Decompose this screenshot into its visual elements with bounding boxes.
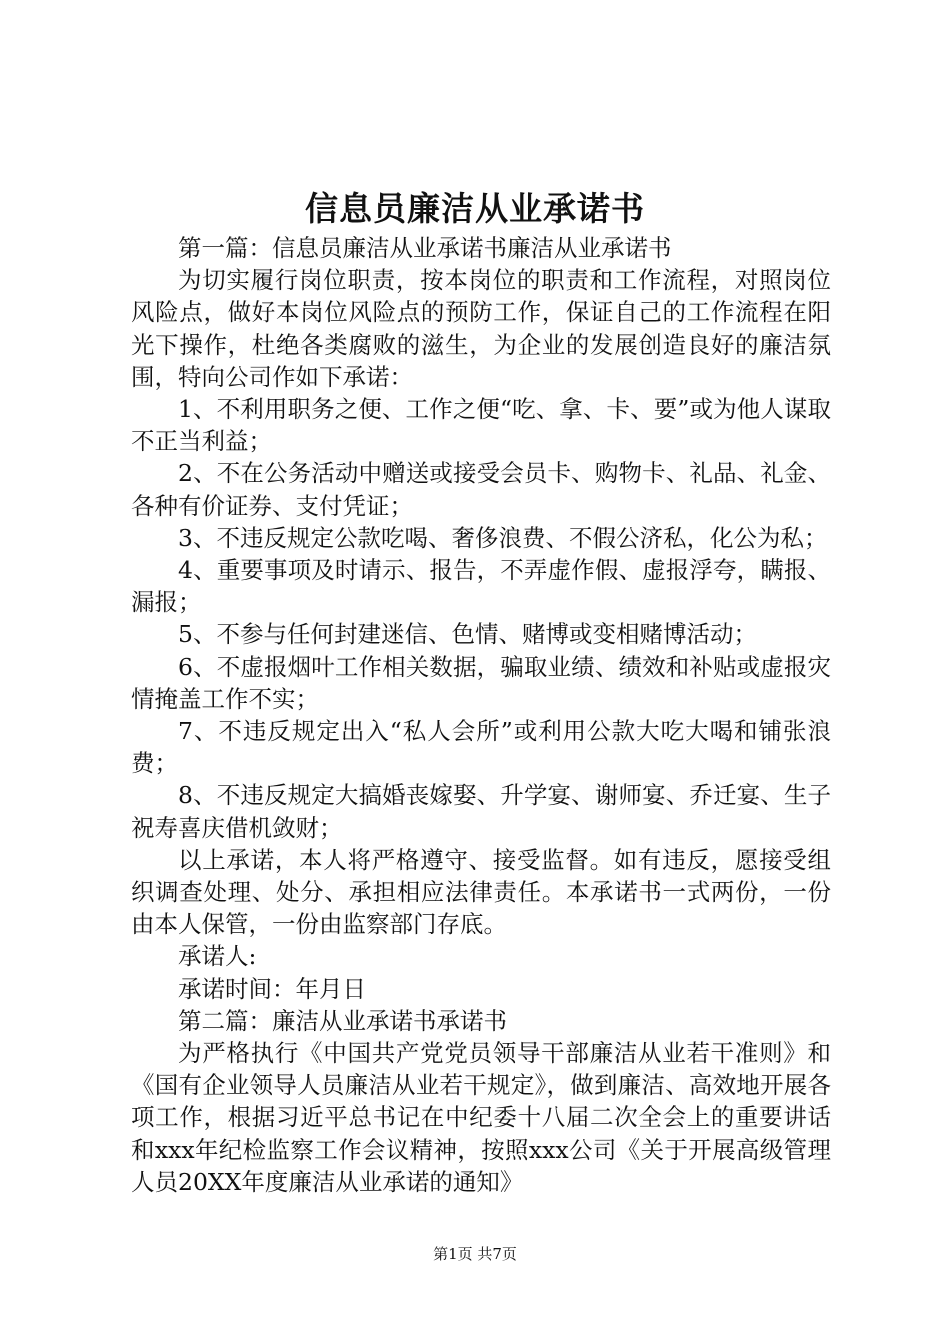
- pledge-item: 6、不虚报烟叶工作相关数据，骗取业绩、绩效和补贴或虚报灾情掩盖工作不实；: [131, 652, 831, 713]
- page-footer: 第1页 共7页: [433, 1245, 517, 1263]
- paragraph: 以上承诺，本人将严格遵守、接受监督。如有违反，愿接受组织调查处理、处分、承担相应法律责任。本承诺书一式两份，一份由本人保管，一份由监察部门存底。: [131, 845, 831, 939]
- document-title: 信息员廉洁从业承诺书: [305, 189, 645, 228]
- pledge-item: 2、不在公务活动中赠送或接受会员卡、购物卡、礼品、礼金、各种有价证券、支付凭证；: [131, 459, 831, 520]
- section-heading: 第二篇：廉洁从业承诺书承诺书: [178, 1006, 507, 1035]
- pledge-item: 1、不利用职务之便、工作之便“吃、拿、卡、要”或为他人谋取不正当利益；: [131, 395, 831, 456]
- date-line: 承诺时间：年月日: [178, 974, 366, 1003]
- signature-line: 承诺人:: [178, 942, 257, 971]
- pledge-item: 5、不参与任何封建迷信、色情、赌博或变相赌博活动；: [178, 620, 757, 649]
- section-heading: 第一篇：信息员廉洁从业承诺书廉洁从业承诺书: [178, 234, 672, 262]
- pledge-item: 3、不违反规定公款吃喝、奢侈浪费、不假公济私，化公为私；: [178, 523, 828, 552]
- pledge-item: 8、不违反规定大搞婚丧嫁娶、升学宴、谢师宴、乔迁宴、生子祝寿喜庆借机敛财；: [131, 781, 831, 842]
- paragraph: 为切实履行岗位职责，按本岗位的职责和工作流程，对照岗位风险点，做好本岗位风险点的预防工作，保证自己的工作流程在阳光下操作，杜绝各类腐败的滋生，为企业的发展创造良好的廉洁氛围，特向公司作如下承诺：: [131, 266, 831, 391]
- pledge-item: 4、重要事项及时请示、报告，不弄虚作假、虚报浮夸，瞒报、漏报；: [131, 556, 831, 617]
- paragraph: 为严格执行《中国共产党党员领导干部廉洁从业若干准则》和《国有企业领导人员廉洁从业若干规定》，做到廉洁、高效地开展各项工作，根据习近平总书记在中纪委十八届二次全会上的重要讲话和xxx年纪检监察工作会议精神，按照xxx公司《关于开展高级管理人员20XX年度廉洁从业承诺的通知》: [131, 1039, 831, 1196]
- pledge-item: 7、不违反规定出入“私人会所”或利用公款大吃大喝和铺张浪费；: [131, 717, 831, 778]
- document-body: [131, 232, 831, 1198]
